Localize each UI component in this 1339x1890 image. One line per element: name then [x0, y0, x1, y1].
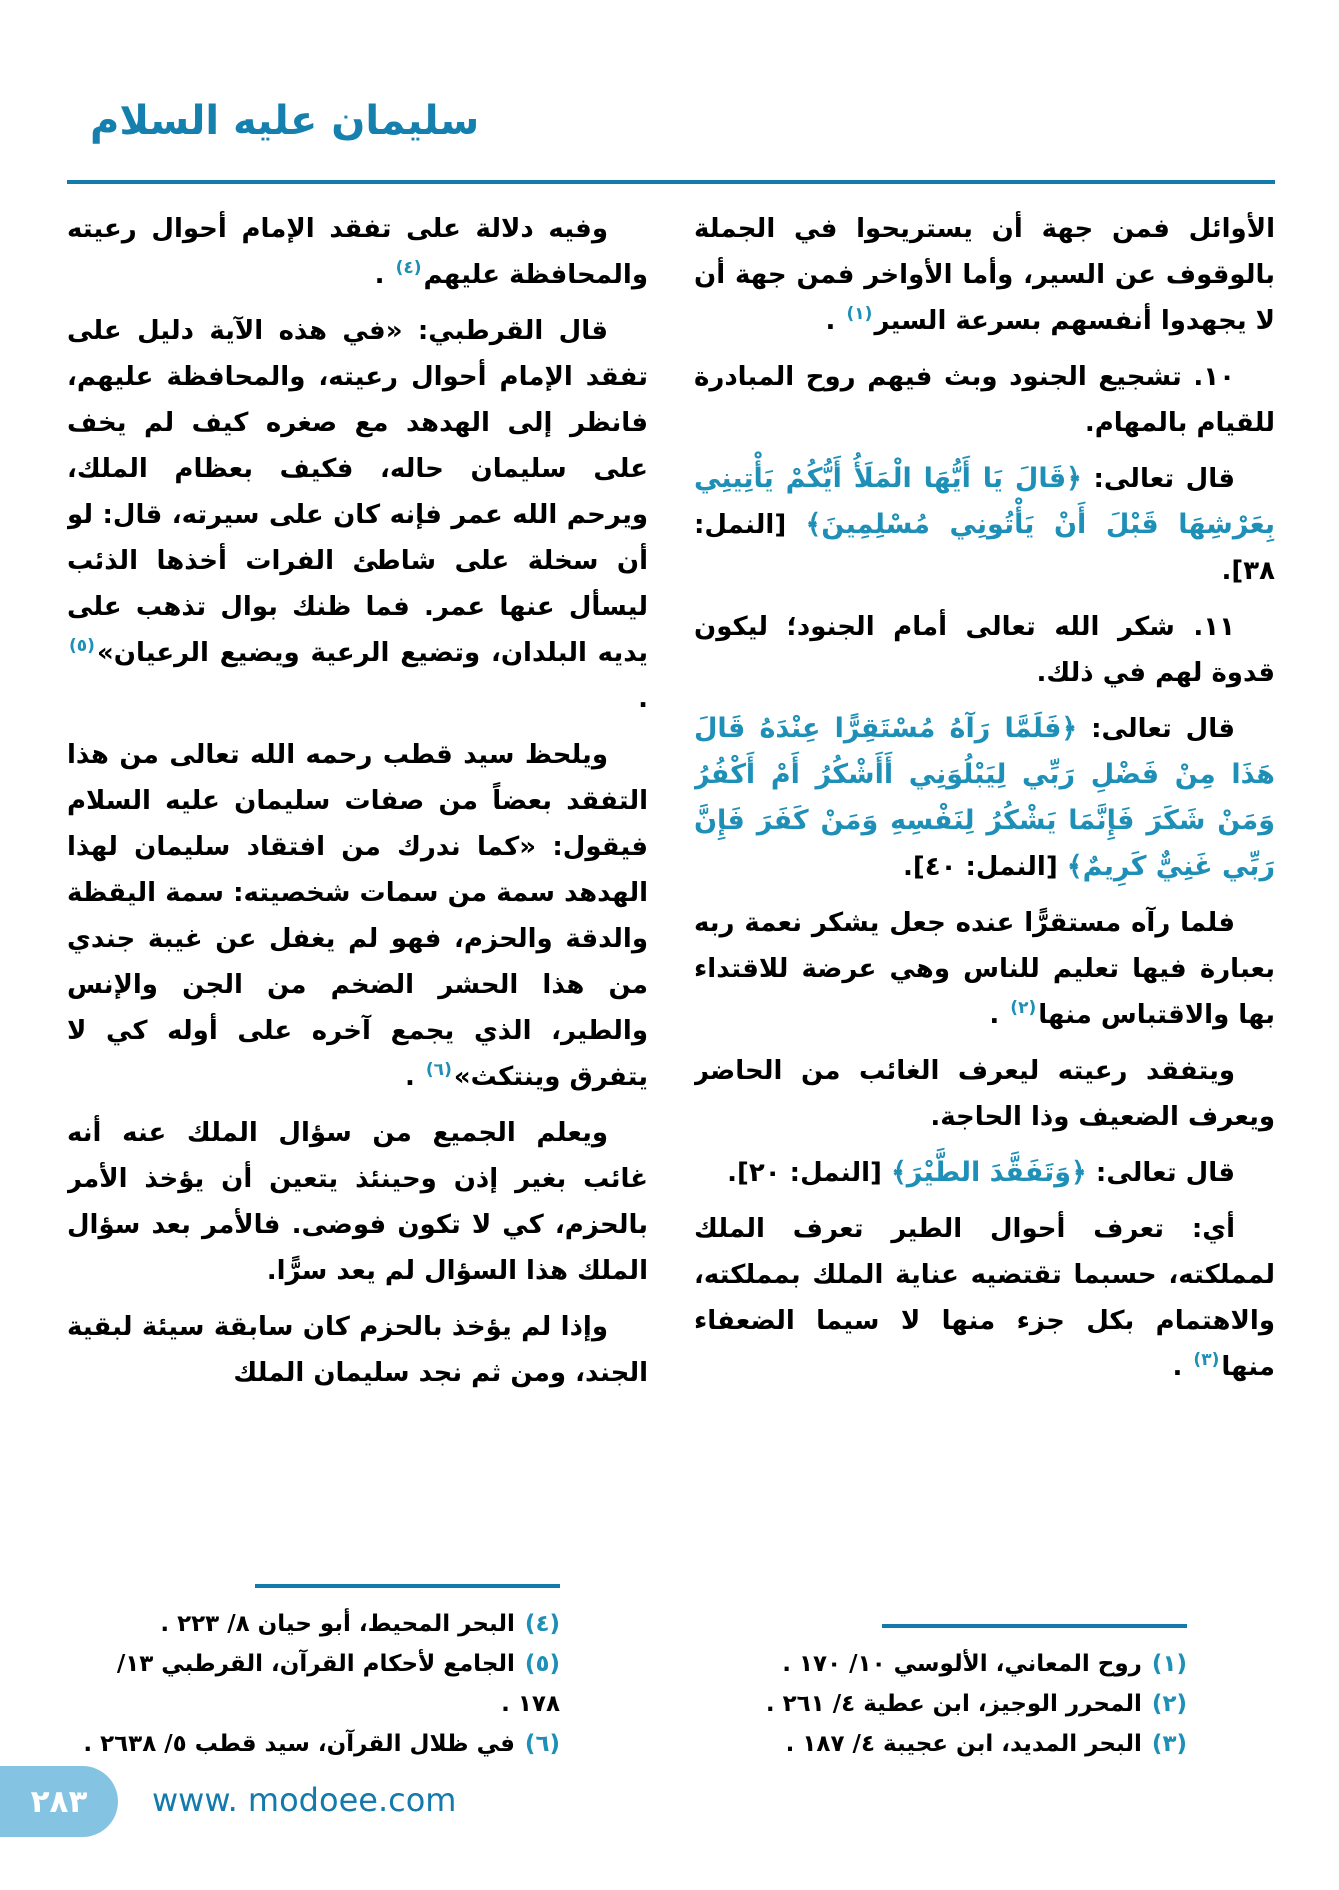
- verse-reference: [النمل: ٤٠].: [902, 852, 1067, 882]
- paragraph: [67, 732, 648, 1100]
- footnote-number: (٤): [524, 1611, 560, 1637]
- footnote: [694, 1724, 1187, 1764]
- footnote: [67, 1644, 560, 1724]
- paragraph: [67, 1110, 648, 1294]
- page-number: ٢٨٣: [30, 1783, 88, 1820]
- verse-reference: [النمل: ٢٠].: [727, 1158, 891, 1188]
- left-column-footnotes: [67, 1584, 648, 1764]
- footnote-separator: [255, 1584, 560, 1588]
- footnote-number: (٥): [524, 1651, 560, 1677]
- paragraph-text: .: [638, 684, 648, 714]
- quran-citation: [694, 1150, 1275, 1196]
- paragraph-text: ١٠. تشجيع الجنود وبث فيهم روح المبادرة للقيام بالمهام.: [694, 362, 1275, 438]
- quran-verse: ﴿قَالَ يَا أَيُّهَا الْمَلَأُ أَيُّكُمْ يَأْتِينِي بِعَرْشِهَا قَبْلَ أَنْ يَأْتُونِي مُسْلِمِينَ﴾: [694, 463, 1275, 540]
- citation-lead: قال تعالى:: [1086, 1158, 1235, 1188]
- verse-reference: [النمل: ٣٨].: [694, 510, 1275, 586]
- footnote-number: (٢): [1151, 1691, 1187, 1717]
- footnote-ref: (٤): [395, 258, 422, 279]
- footnote: [694, 1684, 1187, 1724]
- paragraph-text: ويعلم الجميع من سؤال الملك عنه أنه غائب بغير إذن وحينئذ يتعين أن يؤخذ الأمر بالحزم، كي لا تكون فوضى. فالأمر بعد سؤال الملك هذا السؤال لم يعد سرًّا.: [67, 1118, 648, 1286]
- quran-verse: ﴿وَتَفَقَّدَ الطَّيْرَ﴾: [890, 1157, 1087, 1188]
- citation-lead: قال تعالى:: [1081, 464, 1235, 494]
- quran-citation: [694, 456, 1275, 594]
- footnote-ref: (٣): [1193, 1350, 1220, 1371]
- right-column: [694, 206, 1275, 1764]
- two-column-text-area: [67, 206, 1275, 1764]
- numbered-point: [694, 604, 1275, 696]
- paragraph-text: .: [1172, 1352, 1192, 1382]
- footnote-text: البحر المحيط، أبو حيان ٨/ ٢٢٣ .: [160, 1611, 515, 1637]
- paragraph: [694, 1206, 1275, 1390]
- quran-citation: [694, 706, 1275, 890]
- paragraph-text: .: [989, 1000, 1009, 1030]
- footnote-text: في ظلال القرآن، سيد قطب ٥/ ٢٦٣٨ .: [83, 1731, 515, 1757]
- paragraph-text: وفيه دلالة على تفقد الإمام أحوال رعيته والمحافظة عليهم: [67, 214, 648, 290]
- book-title-calligraphy: سليمان عليه السلام: [90, 98, 480, 144]
- paragraph: [694, 206, 1275, 344]
- paragraph-text: أي: تعرف أحوال الطير تعرف الملك لمملكته، حسبما تقتضيه عناية الملك بمملكته، والاهتمام بكل جزء منها لا سيما الضعفاء منها: [694, 1214, 1275, 1382]
- left-column-text: [67, 206, 648, 1566]
- paragraph-text: فلما رآه مستقرًّا عنده جعل يشكر نعمة ربه بعبارة فيها تعليم للناس وهي عرضة للاقتداء بها والاقتباس منها: [694, 908, 1275, 1030]
- paragraph-text: .: [374, 260, 394, 290]
- paragraph: [694, 1048, 1275, 1140]
- paragraph: [67, 308, 648, 722]
- paragraph-text: ويتفقد رعيته ليعرف الغائب من الحاضر ويعرف الضعيف وذا الحاجة.: [694, 1056, 1275, 1132]
- left-column: [67, 206, 648, 1764]
- right-column-footnotes: [694, 1624, 1275, 1764]
- footnote: [67, 1724, 560, 1764]
- footnote-number: (٦): [524, 1731, 560, 1757]
- footnote: [694, 1644, 1187, 1684]
- footnote-text: الجامع لأحكام القرآن، القرطبي ١٣/ ١٧٨ .: [116, 1651, 560, 1717]
- right-column-text: [694, 206, 1275, 1606]
- header-divider-rule: [67, 180, 1275, 184]
- footnote-text: البحر المديد، ابن عجيبة ٤/ ١٨٧ .: [785, 1731, 1142, 1757]
- paragraph-text: قال القرطبي: «في هذه الآية دليل على تفقد الإمام أحوال رعيته، والمحافظة عليهم، فانظر إلى الهدهد مع صغره كيف لم يخف على سليمان حاله، فكيف بعظام الملك، ويرحم الله عمر فإنه كان على سيرته، قال: لو أن سخلة على شاطئ الفرات أخذها الذئب ليسأل عنها عمر. فما ظنك بوال تذهب على يديه البلدان، وتضيع الرعية ويضيع الرعيان»: [67, 316, 648, 668]
- paragraph-text: .: [404, 1062, 424, 1092]
- quran-verse: ﴿فَلَمَّا رَآهُ مُسْتَقِرًّا عِنْدَهُ قَالَ هَذَا مِنْ فَضْلِ رَبِّي لِيَبْلُوَنِي أَأَشْكُرُ أَمْ أَكْفُرُ وَمَنْ شَكَرَ فَإِنَّمَا يَشْكُرُ لِنَفْسِهِ وَمَنْ كَفَرَ فَإِنَّ رَبِّي غَنِيٌّ كَرِيمٌ﴾: [694, 713, 1275, 882]
- paragraph-text: وإذا لم يؤخذ بالحزم كان سابقة سيئة لبقية الجند، ومن ثم نجد سليمان الملك: [67, 1312, 648, 1388]
- paragraph-text: .: [825, 306, 845, 336]
- page-number-badge: [0, 1766, 118, 1837]
- footnote-number: (٣): [1151, 1731, 1187, 1757]
- footnote: [67, 1604, 560, 1644]
- footnote-ref: (٢): [1010, 998, 1037, 1019]
- paragraph: [67, 206, 648, 298]
- footnote-text: روح المعاني، الألوسي ١٠/ ١٧٠ .: [782, 1651, 1142, 1677]
- footnote-text: المحرر الوجيز، ابن عطية ٤/ ٢٦١ .: [765, 1691, 1142, 1717]
- paragraph-text: ويلحظ سيد قطب رحمه الله تعالى من هذا التفقد بعضاً من صفات سليمان عليه السلام فيقول: «كما ندرك من افتقاد سليمان لهذا الهدهد سمة من سمات شخصيته: سمة اليقظة والدقة والحزم، فهو لم يغفل عن غيبة جندي من هذا الحشر الضخم من الجن والإنس والطير، الذي يجمع آخره على أوله كي لا يتفرق وينتكث»: [67, 740, 648, 1092]
- paragraph: [67, 1304, 648, 1396]
- citation-lead: قال تعالى:: [1077, 714, 1235, 744]
- footnote-ref: (٥): [69, 636, 95, 657]
- paragraph-text: ١١. شكر الله تعالى أمام الجنود؛ ليكون قدوة لهم في ذلك.: [694, 612, 1275, 688]
- footnote-ref: (١): [846, 304, 873, 325]
- paragraph: [694, 900, 1275, 1038]
- footnote-number: (١): [1151, 1651, 1187, 1677]
- footnote-ref: (٦): [425, 1060, 452, 1081]
- numbered-point: [694, 354, 1275, 446]
- website-url: www. modoee.com: [152, 1781, 457, 1819]
- footnote-separator: [882, 1624, 1187, 1628]
- paragraph-text: الأوائل فمن جهة أن يستريحوا في الجملة بالوقوف عن السير، وأما الأواخر فمن جهة أن لا يجهدوا أنفسهم بسرعة السير: [694, 214, 1275, 336]
